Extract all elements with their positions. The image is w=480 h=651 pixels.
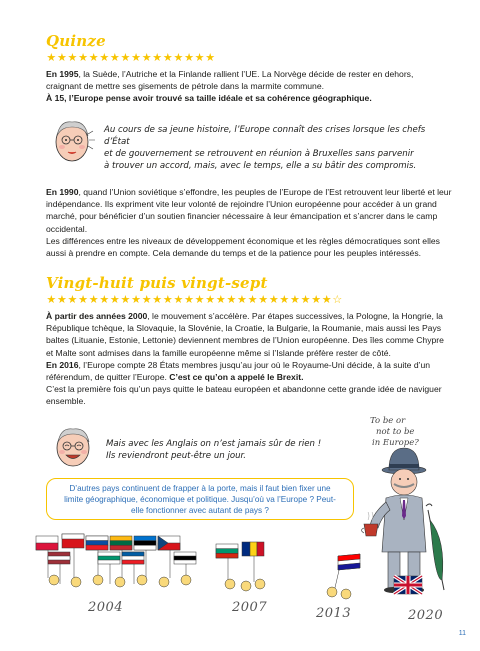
empty-star-icon: ☆ xyxy=(332,294,343,306)
star-rating-28 xyxy=(46,294,343,306)
filled-star-icon: ★ xyxy=(67,294,78,306)
callout-text: D’autres pays continuent de frapper à la porte, mais il faut bien fixer une limite géographique, économique et politique. Jusqu’où va l’Europe ? Peut-elle fonctionner avec autant de pays ? xyxy=(64,483,336,515)
year-2016: En 2016 xyxy=(46,359,79,370)
quote-line: Ils reviendront peut-être un jour. xyxy=(106,451,247,461)
conclusion-15: À 15, l’Europe pense avoir trouvé sa taille idéale et sa cohérence géographique. xyxy=(46,93,372,104)
text-1995: , la Suède, l’Autriche et la Finlande rallient l’UE. La Norvège décide de rester en dehors, craignant de mettre ses gisements de pétrole dans la marmite commune. xyxy=(46,69,414,92)
filled-star-icon: ★ xyxy=(78,294,89,306)
text-2000: , le mouvement s’accélère. Par étapes successives, la Pologne, la Hongrie, la République tchèque, la Slovaquie, la Slovénie, la Croatie, la Bulgarie, la Roumanie, mais aussi les Pays baltes (Lituanie, Estonie, Lettonie) deviennent membres de l’Union européenne. Des îles comme Chypre et Malte sont admises dans la famille européenne même si l’Islande préfère rester de côté. xyxy=(46,311,444,358)
text-1990-differences: Les différences entre les niveaux de développement économique et les règles démocratiques sont elles aussi à prendre en compte. Cela demande du temps et de la patience pour les peuples intéressés. xyxy=(46,235,440,259)
filled-star-icon: ★ xyxy=(290,294,300,306)
quote-bubble-anglais xyxy=(106,438,346,462)
filled-star-icon: ★ xyxy=(109,52,120,64)
filled-star-icon: ★ xyxy=(205,52,216,64)
filled-star-icon: ★ xyxy=(99,52,110,64)
filled-star-icon: ★ xyxy=(152,52,163,64)
filled-star-icon: ★ xyxy=(46,52,57,64)
filled-star-icon: ★ xyxy=(78,52,89,64)
filled-star-icon: ★ xyxy=(226,294,237,306)
timeline-year: 2020 xyxy=(408,608,444,623)
crowd-with-flags-2007 xyxy=(214,538,274,598)
filled-star-icon: ★ xyxy=(173,294,184,306)
handwritten-line: in Europe? xyxy=(372,438,419,448)
years-2000: À partir des années 2000 xyxy=(46,311,148,321)
filled-star-icon: ★ xyxy=(279,294,290,306)
paragraph-1995 xyxy=(46,68,446,105)
quote-bubble-crises xyxy=(104,124,444,172)
filled-star-icon: ★ xyxy=(247,294,258,306)
filled-star-icon: ★ xyxy=(152,294,163,306)
filled-star-icon: ★ xyxy=(237,294,247,306)
page-number: 11 xyxy=(458,630,466,637)
filled-star-icon: ★ xyxy=(258,294,269,306)
filled-star-icon: ★ xyxy=(67,52,78,64)
filled-star-icon: ★ xyxy=(194,52,205,64)
filled-star-icon: ★ xyxy=(56,52,67,64)
handwritten-line: To be or xyxy=(370,416,406,426)
filled-star-icon: ★ xyxy=(321,294,332,306)
timeline-year: 2004 xyxy=(88,600,124,615)
filled-star-icon: ★ xyxy=(141,294,152,306)
filled-star-icon: ★ xyxy=(120,52,131,64)
filled-star-icon: ★ xyxy=(268,294,279,306)
filled-star-icon: ★ xyxy=(141,52,152,64)
paragraph-1990 xyxy=(46,186,461,259)
text-first-time: C’est la première fois qu’un pays quitte le bateau européen et abandonne cette grande idée de naviguer ensemble. xyxy=(46,384,442,407)
filled-star-icon: ★ xyxy=(109,294,120,306)
filled-star-icon: ★ xyxy=(311,294,322,306)
brexit-statement: C’est ce qu’on a appelé le Brexit. xyxy=(169,372,304,383)
timeline-year: 2013 xyxy=(316,606,352,621)
filled-star-icon: ★ xyxy=(56,294,67,306)
question-callout-box xyxy=(46,478,354,520)
handwritten-line: not to be xyxy=(376,427,415,437)
year-1990: En 1990 xyxy=(46,187,79,197)
filled-star-icon: ★ xyxy=(215,294,226,306)
filled-star-icon: ★ xyxy=(120,294,131,306)
text-1990: , quand l’Union soviétique s’effondre, les peuples de l’Europe de l’Est retrouvent leur liberté et leur indépendance. Ils expriment vite leur volonté de rejoindre l’Union européenne pour accéder à un grand marché, pour bénéficier d’un soutien financier nécessaire à leur émancipation et s’ancrer dans le camp occidental. xyxy=(46,187,452,234)
quote-line: à trouver un accord, mais, avec le temps, elle a su bâtir des compromis. xyxy=(104,161,417,171)
filled-star-icon: ★ xyxy=(162,52,173,64)
filled-star-icon: ★ xyxy=(162,294,173,306)
filled-star-icon: ★ xyxy=(99,294,110,306)
section-heading-quinze: Quinze xyxy=(46,32,106,50)
filled-star-icon: ★ xyxy=(46,294,57,306)
jean-monnet-face-illustration xyxy=(48,114,96,164)
crowd-with-flags-2013 xyxy=(320,552,370,602)
paragraph-2000 xyxy=(46,310,451,408)
star-rating-15 xyxy=(46,52,216,64)
filled-star-icon: ★ xyxy=(194,294,205,306)
timeline-year: 2007 xyxy=(232,600,268,615)
text-2016: , l’Europe compte 28 États membres jusqu’au jour où le Royaume-Uni décide, à la suite d’un référendum, de quitter l’Europe. xyxy=(46,359,431,383)
filled-star-icon: ★ xyxy=(131,294,141,306)
filled-star-icon: ★ xyxy=(205,294,216,306)
quote-line: et de gouvernement se retrouvent en réunion à Bruxelles sans parvenir xyxy=(104,149,414,159)
uk-flag-2020 xyxy=(392,574,432,604)
quote-line: Mais avec les Anglais on n’est jamais sûr de rien ! xyxy=(106,439,322,449)
filled-star-icon: ★ xyxy=(184,52,194,64)
crowd-with-flags-2004 xyxy=(36,528,206,598)
filled-star-icon: ★ xyxy=(88,52,99,64)
filled-star-icon: ★ xyxy=(173,52,184,64)
section-heading-vingt-huit: Vingt-huit puis vingt-sept xyxy=(46,274,268,292)
year-1995: En 1995 xyxy=(46,69,79,79)
smiling-man-face-illustration xyxy=(48,422,98,470)
filled-star-icon: ★ xyxy=(88,294,99,306)
quote-line: Au cours de sa jeune histoire, l’Europe connaît des crises lorsque les chefs d’État xyxy=(104,125,426,147)
filled-star-icon: ★ xyxy=(300,294,311,306)
filled-star-icon: ★ xyxy=(184,294,194,306)
filled-star-icon: ★ xyxy=(131,52,141,64)
